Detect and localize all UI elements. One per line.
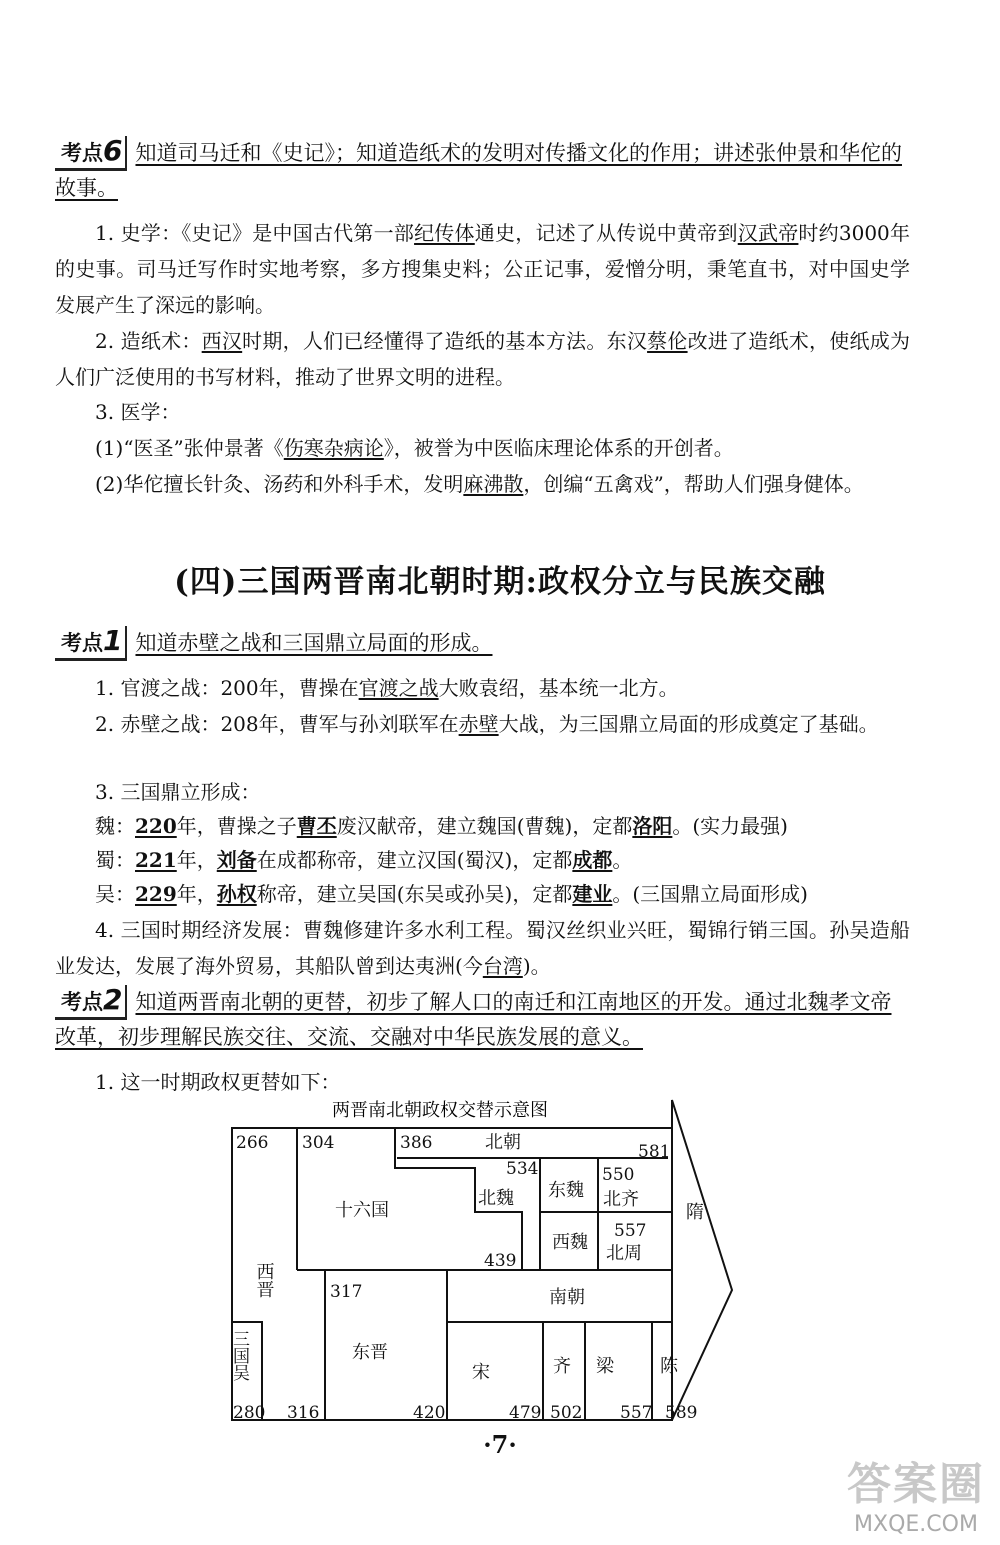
- label-song: 宋: [472, 1362, 490, 1383]
- year-label: 420: [413, 1403, 446, 1423]
- watermark-url: MXQE.COM: [854, 1512, 978, 1537]
- year-label: 304: [302, 1133, 335, 1153]
- paragraph-zhang-zhongjing: (1)“医圣”张仲景著《伤寒杂病论》，被誉为中医临床理论体系的开创者。: [95, 436, 734, 460]
- paragraph-three-kingdoms: 3. 三国鼎立形成：: [95, 780, 261, 804]
- year-label: 581: [638, 1142, 671, 1162]
- region-label-southern: 南朝: [549, 1287, 585, 1308]
- paragraph-wu: 吴：229年，孙权称帝，建立吴国(东吴或孙吴)，定都建业。(三国鼎立局面形成): [95, 882, 808, 906]
- key-point-text: 知道两晋南北朝的更替，初步了解人口的南迁和江南地区的开发。通过北魏孝文帝改革，初步理解民族交往、交流、交融对中华民族发展的意义。: [55, 990, 892, 1049]
- paragraph-history: 1. 史学：《史记》是中国古代第一部纪传体通史，记述了从传说中黄帝到汉武帝时约3000年的史事。司马迁写作时实地考察，多方搜集史料；公正记事，爱憎分明，秉笔直书，对中国史学发展产生了深远的影响。: [55, 221, 911, 317]
- paragraph-wei: 魏：220年，曹操之子曹丕废汉献帝，建立魏国(曹魏)，定都洛阳。(实力最强): [95, 814, 788, 838]
- label-chen: 陈: [660, 1356, 678, 1377]
- year-label: 316: [287, 1403, 320, 1423]
- region-label-northern: 北朝: [485, 1132, 521, 1153]
- year-label: 266: [236, 1133, 269, 1153]
- paragraph-succession: 1. 这一时期政权更替如下：: [95, 1070, 341, 1094]
- label-three-kingdoms-wu: 三国吴: [229, 1330, 249, 1381]
- paragraph-economy: 4. 三国时期经济发展：曹魏修建许多水利工程。蜀汉丝织业兴旺，蜀锦行销三国。孙吴造船业发达，发展了海外贸易，其船队曾到达夷洲(今台湾)。: [55, 918, 910, 978]
- label-eastern-jin: 东晋: [352, 1342, 388, 1363]
- label-qi: 齐: [553, 1356, 571, 1377]
- year-label: 557: [620, 1403, 653, 1423]
- page-number: ·7·: [483, 1430, 517, 1459]
- label-eastern-wei: 东魏: [548, 1180, 584, 1201]
- label-northern-zhou: 北周: [606, 1243, 642, 1264]
- paragraph-shu: 蜀：221年，刘备在成都称帝，建立汉国(蜀汉)，定都成都。: [95, 848, 633, 872]
- key-point-text: 知道司马迁和《史记》；知道造纸术的发明对传播文化的作用；讲述张仲景和华佗的故事。: [55, 141, 902, 200]
- paragraph-medicine: 3. 医学：: [95, 400, 181, 424]
- paragraph-chibi: 2. 赤壁之战：208年，曹军与孙刘联军在赤壁大战，为三国鼎立局面的形成奠定了基础。: [95, 712, 879, 736]
- paragraph-guandu: 1. 官渡之战：200年，曹操在官渡之战大败袁绍，基本统一北方。: [95, 676, 679, 700]
- year-label: 386: [400, 1133, 433, 1153]
- label-northern-wei: 北魏: [478, 1188, 514, 1209]
- watermark: [847, 1448, 985, 1537]
- label-liang: 梁: [596, 1356, 614, 1377]
- year-label: 479: [509, 1403, 542, 1423]
- watermark-logo: 答案圈: [847, 1459, 985, 1510]
- label-northern-qi: 北齐: [603, 1189, 639, 1210]
- paragraph-hua-tuo: (2)华佗擅长针灸、汤药和外科手术，发明麻沸散，创编“五禽戏”，帮助人们强身健体。: [95, 472, 864, 496]
- year-label: 589: [665, 1403, 698, 1423]
- diagram-title: 两晋南北朝政权交替示意图: [332, 1100, 548, 1121]
- year-label: 280: [233, 1403, 266, 1423]
- year-label: 550: [602, 1165, 635, 1185]
- year-label: 557: [614, 1221, 647, 1241]
- key-point-text: 知道赤壁之战和三国鼎立局面的形成。: [135, 631, 493, 655]
- year-label: 439: [484, 1251, 517, 1271]
- label-sui: 隋: [686, 1202, 704, 1223]
- key-point-tag: 考点6: [55, 136, 127, 171]
- sui-arrow: [672, 1100, 732, 1420]
- key-point-tag: 考点2: [55, 985, 127, 1020]
- paragraph-papermaking: 2. 造纸术：西汉时期，人们已经懂得了造纸的基本方法。东汉蔡伦改进了造纸术，使纸成为人们广泛使用的书写材料，推动了世界文明的进程。: [55, 329, 911, 389]
- section-title: (四)三国两晋南北朝时期:政权分立与民族交融: [174, 564, 826, 600]
- year-label: 317: [330, 1282, 363, 1302]
- label-sixteen-kingdoms: 十六国: [335, 1200, 389, 1221]
- year-label: 502: [550, 1403, 583, 1423]
- year-label: 534: [506, 1159, 539, 1179]
- key-point-tag: 考点1: [55, 626, 127, 661]
- label-western-wei: 西魏: [552, 1232, 588, 1253]
- label-western-jin: 西晋: [253, 1262, 275, 1298]
